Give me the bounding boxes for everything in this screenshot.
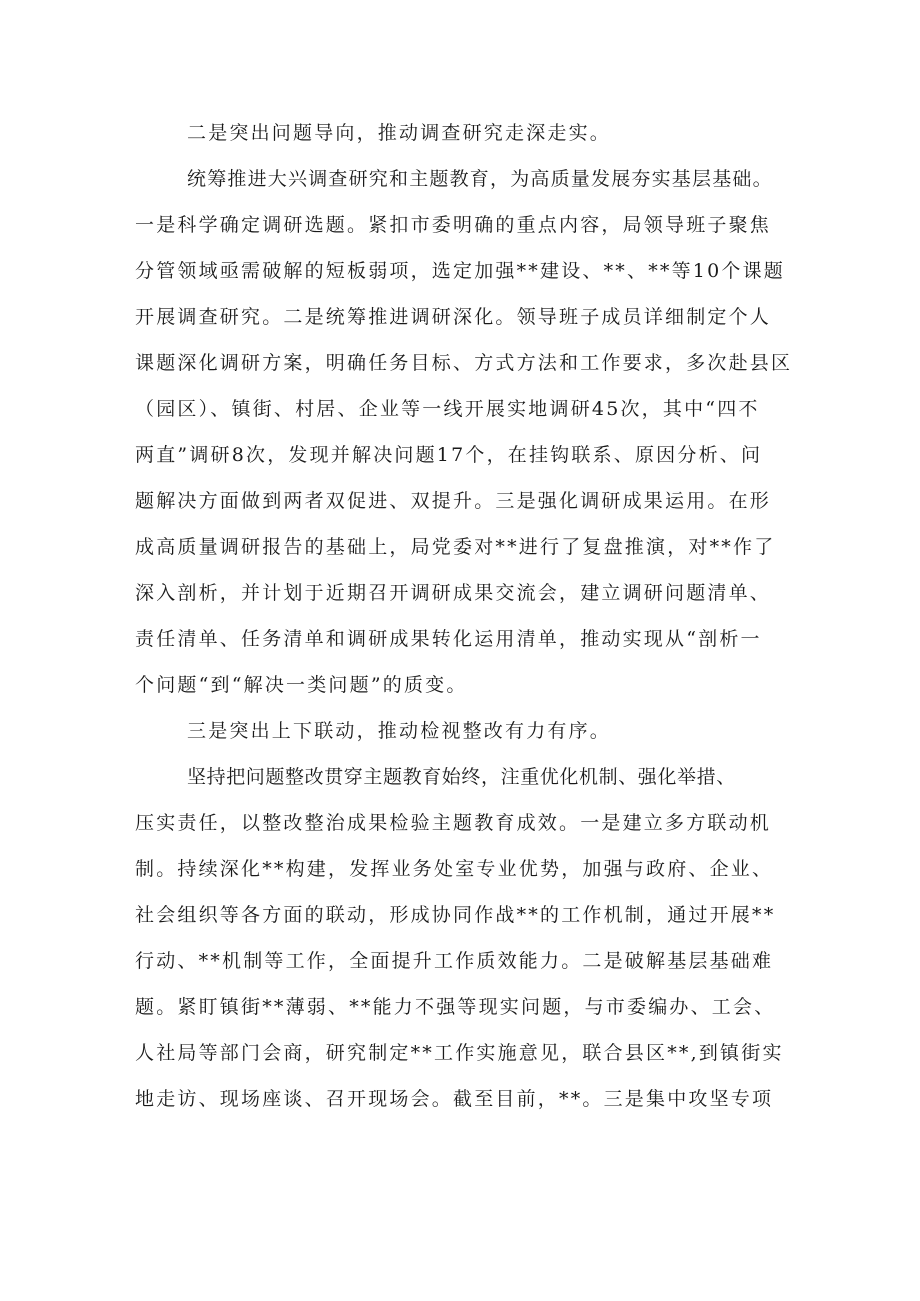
paragraph-line: 题。紧盯镇街**薄弱、**能力不强等现实问题，与市委编办、工会、 (135, 996, 776, 1018)
paragraph-line: 分管领域亟需破解的短板弱项，选定加强**建设、**、**等10个课题 (135, 260, 785, 282)
paragraph-line: 地走访、现场座谈、召开现场会。截至目前，**。三是集中攻坚专项 (135, 1088, 774, 1110)
paragraph-line: 制。持续深化**构建，发挥业务处室专业优势，加强与政府、企业、 (135, 858, 774, 880)
paragraph-line: 责任清单、任务清单和调研成果转化运用清单，推动实现从“剖析一 (135, 628, 762, 650)
paragraph-line: 坚持把问题整改贯穿主题教育始终，注重优化机制、强化举措、 (187, 766, 736, 788)
paragraph-line: 压实责任，以整改整治成果检验主题教育成效。一是建立多方联动机 (135, 812, 772, 834)
paragraph-line: 深入剖析，并计划于近期召开调研成果交流会，建立调研问题清单、 (135, 582, 772, 604)
paragraph-line: 开展调查研究。二是统筹推进调研深化。领导班子成员详细制定个人 (135, 306, 772, 328)
paragraph-line: 题解决方面做到两者双促进、双提升。三是强化调研成果运用。在形 (135, 490, 772, 512)
paragraph-line: （园区）、镇街、村居、企业等一线开展实地调研45次，其中“四不 (135, 398, 760, 420)
paragraph-line: 人社局等部门会商，研究制定**工作实施意见，联合县区**,到镇街实 (135, 1042, 784, 1064)
document-body (135, 110, 795, 1122)
paragraph-line: 行动、**机制等工作，全面提升工作质效能力。二是破解基层基础难 (135, 950, 774, 972)
paragraph-line: 成高质量调研报告的基础上，局党委对**进行了复盘推演，对**作了 (135, 536, 776, 558)
section-heading: 二是突出问题导向，推动调查研究走深走实。 (187, 122, 612, 144)
paragraph-line: 社会组织等各方面的联动，形成协同作战**的工作机制，通过开展** (135, 904, 776, 926)
section-heading: 三是突出上下联动，推动检视整改有力有序。 (187, 720, 612, 742)
paragraph-line: 两直”调研8次，发现并解决问题17个，在挂钩联系、原因分析、问 (135, 444, 763, 466)
paragraph-line: 统筹推进大兴调查研究和主题教育，为高质量发展夯实基层基础。 (187, 168, 773, 190)
paragraph-line: 课题深化调研方案，明确任务目标、方式方法和工作要求，多次赴县区 (135, 352, 793, 374)
paragraph-line: 一是科学确定调研选题。紧扣市委明确的重点内容，局领导班子聚焦 (135, 214, 772, 236)
paragraph-line: 个问题“到“解决一类问题”的质变。 (135, 674, 468, 696)
